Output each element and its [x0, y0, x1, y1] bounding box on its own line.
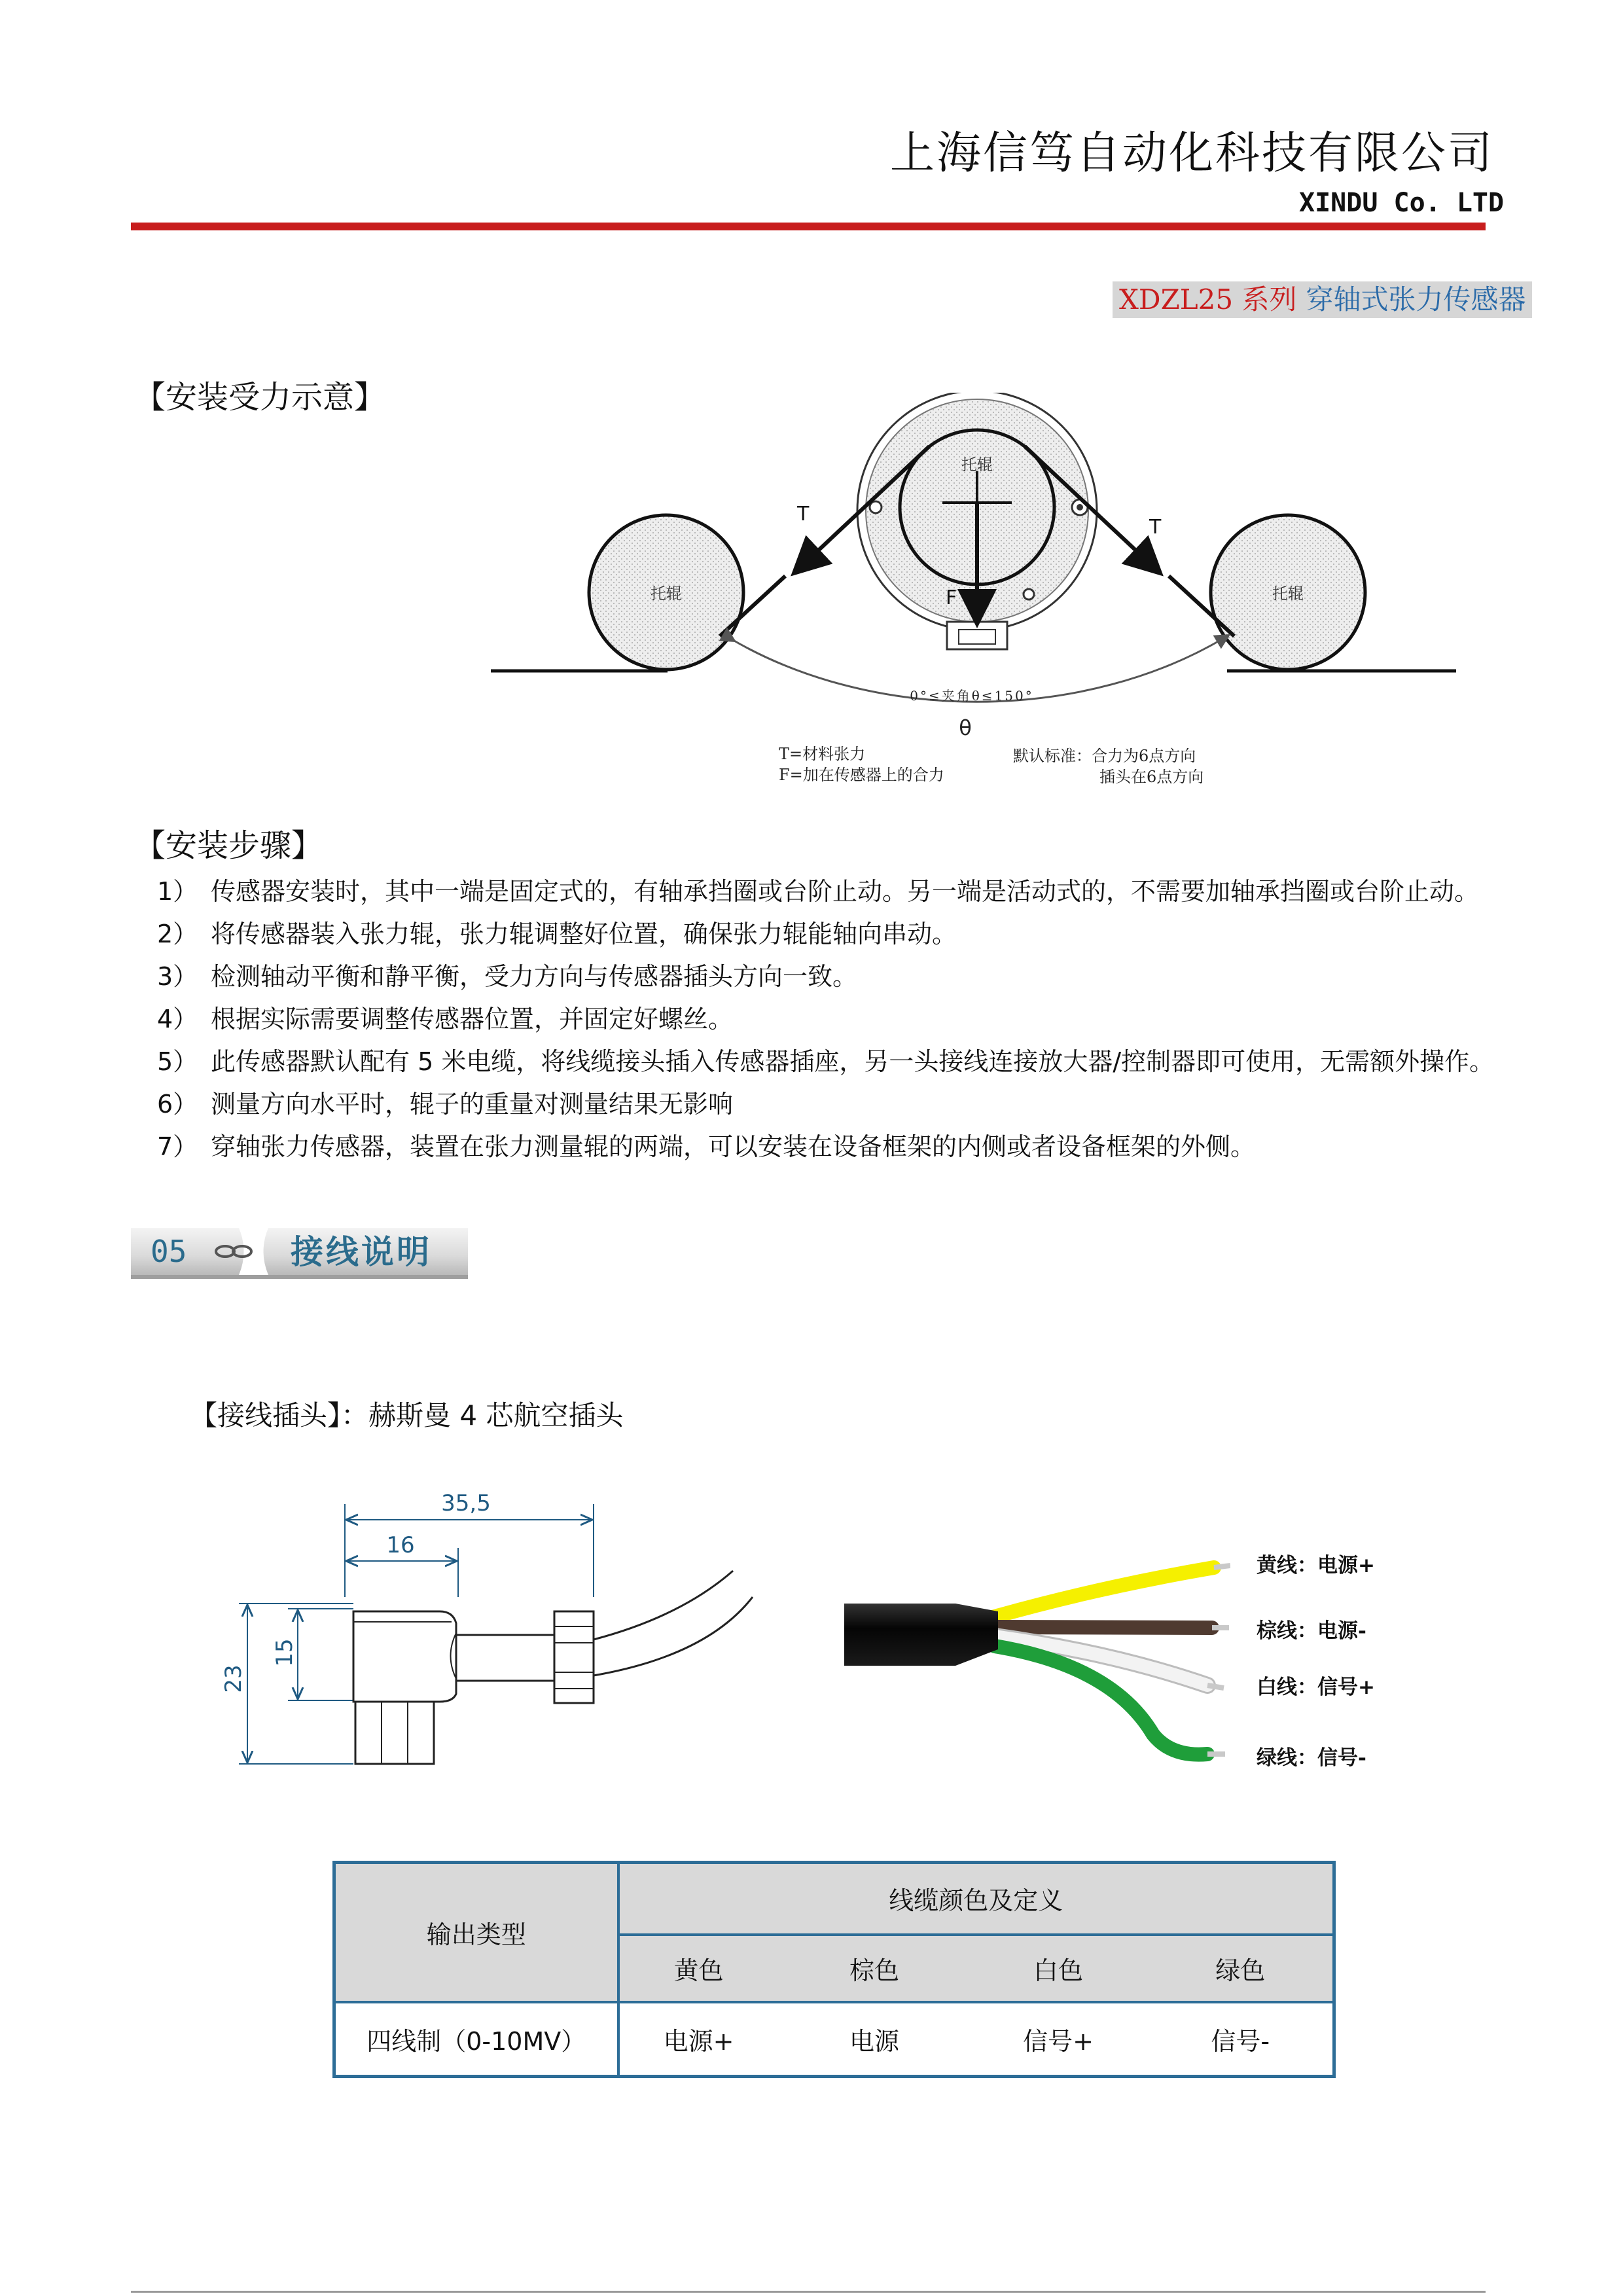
wire-definition-table	[332, 1861, 1336, 2078]
table-row	[334, 2002, 1334, 2077]
output-type-value: 四线制（0-10MV）	[334, 2002, 618, 2077]
list-item: 2） 将传感器装入张力辊，张力辊调整好位置，确保张力辊能轴向串动。	[157, 920, 957, 948]
wire-yellow	[995, 1568, 1214, 1617]
connector-pins	[355, 1702, 434, 1764]
default-standard-2: 插头在6点方向	[1099, 768, 1204, 786]
footer-divider	[131, 2291, 1486, 2293]
series-code: XDZL25 系列	[1119, 283, 1297, 315]
wire-label-white: 白线：信号+	[1257, 1676, 1375, 1699]
dim-body-height: 15	[272, 1638, 298, 1667]
list-item: 6） 测量方向水平时，辊子的重量对测量结果无影响	[157, 1090, 734, 1119]
output-type-header: 输出类型	[334, 1863, 618, 2002]
dim-overall-width: 35,5	[441, 1490, 491, 1516]
wire-color-group-header: 线缆颜色及定义	[618, 1863, 1334, 1935]
table-cell: 电源+	[618, 2002, 779, 2077]
list-item: 1） 传感器安装时，其中一端是固定式的，有轴承挡圈或台阶止动。另一端是活动式的，不需要加轴承挡圈或台阶止动。	[157, 877, 1480, 906]
left-roller-label: 托辊	[651, 584, 682, 603]
section-banner	[131, 1223, 468, 1280]
table-cell: 信号-	[1147, 2002, 1334, 2077]
table-header-row	[334, 1863, 1334, 1935]
series-tag	[1113, 281, 1532, 318]
default-standard-1: 默认标准：合力为6点方向	[1013, 747, 1196, 765]
install-force-diagram	[458, 393, 1472, 798]
legend-tension: T=材料张力	[779, 745, 866, 763]
list-item: 4） 根据实际需要调整传感器位置，并固定好螺丝。	[157, 1005, 734, 1033]
cable-lower-edge	[594, 1597, 753, 1676]
connector-neck	[456, 1635, 554, 1681]
plug-label: 【接线插头】：	[190, 1399, 369, 1431]
dim-overall-height: 23	[221, 1664, 247, 1693]
tension-symbol-right: T	[1149, 516, 1162, 539]
legend-force: F=加在传感器上的合力	[779, 766, 944, 784]
install-diagram-heading: 【安装受力示意】	[134, 379, 386, 416]
force-symbol: F	[946, 586, 957, 609]
connector-dimension-drawing	[209, 1479, 785, 1780]
table-cell: 电源	[779, 2002, 970, 2077]
company-name-cn: 上海信笃自动化科技有限公司	[890, 128, 1495, 179]
company-name-en: XINDU Co. LTD	[1299, 188, 1505, 218]
wire-brown	[995, 1627, 1212, 1628]
wire-label-green: 绿线：信号-	[1257, 1746, 1366, 1770]
list-item: 3） 检测轴动平衡和静平衡，受力方向与传感器插头方向一致。	[157, 962, 858, 991]
wire-label-yellow: 黄线：电源+	[1257, 1554, 1375, 1577]
connector-body	[353, 1611, 456, 1702]
section-number: 05	[151, 1234, 187, 1269]
wire-color-illustration	[825, 1525, 1230, 1787]
angle-symbol: θ	[959, 715, 972, 740]
install-steps-heading: 【安装步骤】	[134, 827, 323, 864]
color-header-green: 绿色	[1147, 1935, 1334, 2002]
wire-label-brown: 棕线：电源-	[1257, 1619, 1366, 1643]
center-roller-label: 托辊	[961, 456, 993, 474]
cable-upper-edge	[594, 1571, 733, 1640]
header-divider	[131, 223, 1486, 230]
angle-range-label: 0°≤夹角θ≤150°	[910, 688, 1034, 704]
color-header-white: 白色	[970, 1935, 1147, 2002]
cable-jacket	[844, 1604, 998, 1666]
series-name: 穿轴式张力传感器	[1306, 283, 1526, 315]
right-roller-label: 托辊	[1272, 584, 1304, 603]
tension-symbol-left: T	[797, 503, 810, 526]
list-item: 5） 此传感器默认配有 5 米电缆，将线缆接头插入传感器插座，另一头接线连接放大器/控制器即可使用，无需额外操作。	[157, 1047, 1495, 1076]
plug-value: 赫斯曼 4 芯航空插头	[368, 1399, 624, 1431]
dim-body-width: 16	[386, 1532, 415, 1558]
table-cell: 信号+	[970, 2002, 1147, 2077]
plug-description	[190, 1394, 623, 1433]
color-header-brown: 棕色	[779, 1935, 970, 2002]
color-header-yellow: 黄色	[618, 1935, 779, 2002]
list-item: 7） 穿轴张力传感器，装置在张力测量辊的两端，可以安装在设备框架的内侧或者设备框架的外侧。	[157, 1132, 1256, 1161]
section-title: 接线说明	[291, 1233, 432, 1271]
mount-hole-bottom	[1024, 589, 1034, 600]
install-steps-list	[157, 870, 1494, 1168]
